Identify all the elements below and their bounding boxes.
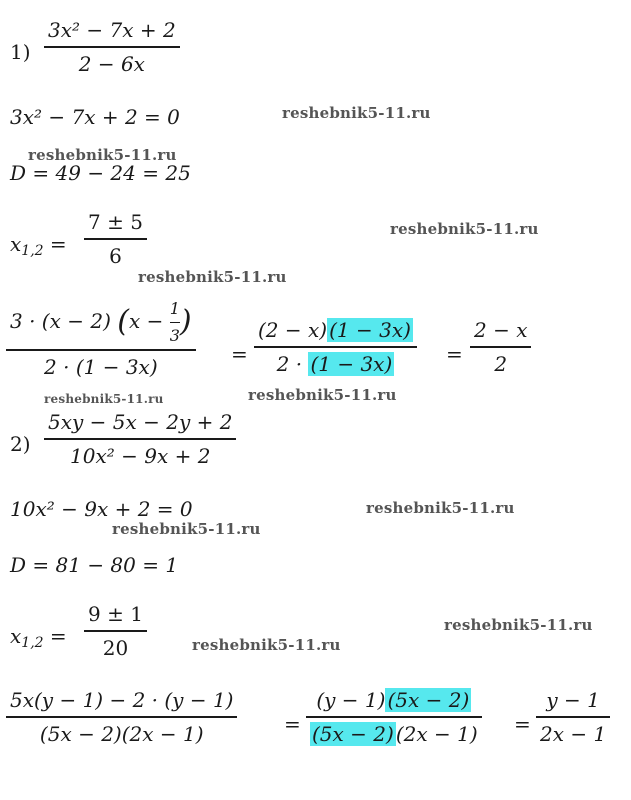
roots-denominator: 20 — [102, 635, 129, 660]
watermark: reshebnik5-11.ru — [44, 392, 164, 406]
inner-fraction — [170, 300, 180, 345]
roots-subscript: 1,2 — [21, 243, 44, 259]
fraction-bar — [306, 716, 482, 718]
fraction-bar — [84, 238, 147, 240]
chain1-f2-den-part-a: 2 · — [276, 351, 309, 376]
part2-roots-label — [10, 624, 67, 655]
watermark: reshebnik5-11.ru — [248, 386, 397, 404]
fraction-bar — [44, 438, 236, 440]
part1-fraction-numerator: 3x² − 7x + 2 — [48, 18, 176, 42]
chain1-f2-numerator — [254, 318, 417, 342]
equals-sign: = — [49, 624, 67, 648]
watermark: reshebnik5-11.ru — [390, 220, 539, 238]
part2-label: 2) — [10, 432, 31, 456]
part1-chain-fraction-2 — [254, 318, 417, 376]
part2-fraction-numerator: 5xy − 5x − 2y + 2 — [48, 410, 233, 434]
paren: ) — [179, 304, 192, 340]
chain2-f1-numerator: 5x(y − 1) − 2 · (y − 1) — [10, 688, 234, 712]
chain1-f1-num-part-a: 3 · (x − 2) — [10, 309, 111, 334]
part1-roots-fraction — [84, 210, 147, 268]
chain1-f2-denominator — [273, 352, 399, 376]
chain2-f3-denominator: 2x − 1 — [540, 721, 607, 746]
fraction-bar — [536, 716, 610, 718]
roots-variable: x — [10, 624, 22, 648]
chain1-f3-denominator: 2 — [494, 351, 508, 376]
highlighted-factor: (1 − 3x) — [329, 318, 411, 342]
chain2-f1-denominator: (5x − 2)(2x − 1) — [39, 721, 204, 746]
highlighted-factor: (5x − 2) — [387, 688, 470, 712]
roots-variable: x — [10, 232, 22, 256]
watermark: reshebnik5-11.ru — [112, 520, 261, 538]
part1-roots-label — [10, 232, 67, 263]
fraction-bar — [6, 349, 196, 351]
equals-sign: = — [231, 342, 248, 366]
part2-discriminant: D = 81 − 80 = 1 — [10, 553, 179, 577]
part2-fraction — [44, 410, 236, 468]
watermark: reshebnik5-11.ru — [366, 499, 515, 517]
inner-fraction-numerator: 1 — [169, 299, 180, 318]
inner-fraction-denominator: 3 — [169, 326, 180, 346]
fraction-bar — [470, 346, 531, 348]
watermark: reshebnik5-11.ru — [138, 268, 287, 286]
chain2-f2-num-part-a: (y − 1) — [316, 688, 386, 712]
chain2-f3-numerator: y − 1 — [546, 688, 600, 712]
watermark: reshebnik5-11.ru — [192, 636, 341, 654]
part1-fraction-denominator: 2 − 6x — [78, 51, 145, 76]
roots-numerator: 7 ± 5 — [88, 210, 143, 234]
equals-sign: = — [446, 342, 463, 366]
roots-denominator: 6 — [109, 243, 122, 268]
fraction-bar — [44, 46, 180, 48]
watermark: reshebnik5-11.ru — [28, 146, 177, 164]
roots-numerator: 9 ± 1 — [88, 602, 143, 626]
highlighted-factor: (5x − 2) — [312, 721, 394, 746]
fraction-bar — [6, 716, 237, 718]
part1-label: 1) — [10, 40, 31, 64]
chain2-f2-denominator — [306, 722, 482, 746]
fraction-bar — [84, 630, 147, 632]
part1-fraction — [44, 18, 180, 76]
chain1-f1-numerator — [6, 300, 196, 345]
chain1-f3-numerator: 2 − x — [474, 318, 528, 342]
part2-chain-fraction-1 — [6, 688, 237, 746]
chain1-f2-num-part-a: (2 − x) — [258, 318, 328, 342]
paren: ( — [117, 304, 129, 340]
equals-sign: = — [514, 712, 531, 736]
watermark: reshebnik5-11.ru — [444, 616, 593, 634]
part2-chain-fraction-3 — [536, 688, 610, 746]
chain2-f2-numerator — [312, 688, 475, 712]
part1-chain-fraction-3 — [470, 318, 531, 376]
part2-chain-fraction-2 — [306, 688, 482, 746]
chain2-f2-den-part-b: (2x − 1) — [395, 721, 478, 746]
roots-subscript: 1,2 — [21, 635, 44, 651]
watermark: reshebnik5-11.ru — [282, 104, 431, 122]
part1-equation: 3x² − 7x + 2 = 0 — [10, 105, 180, 129]
part1-discriminant: D = 49 − 24 = 25 — [10, 161, 191, 185]
highlighted-factor: (1 − 3x) — [310, 351, 393, 376]
part2-fraction-denominator: 10x² − 9x + 2 — [70, 443, 211, 468]
equals-sign: = — [284, 712, 301, 736]
part1-chain-fraction-1 — [6, 300, 196, 379]
fraction-bar — [170, 322, 180, 323]
equals-sign: = — [49, 232, 67, 256]
part2-equation: 10x² − 9x + 2 = 0 — [10, 497, 193, 521]
chain1-f1-num-part-b: x − — [128, 309, 164, 334]
chain1-f1-denominator: 2 · (1 − 3x) — [44, 354, 158, 379]
part2-roots-fraction — [84, 602, 147, 660]
fraction-bar — [254, 346, 417, 348]
